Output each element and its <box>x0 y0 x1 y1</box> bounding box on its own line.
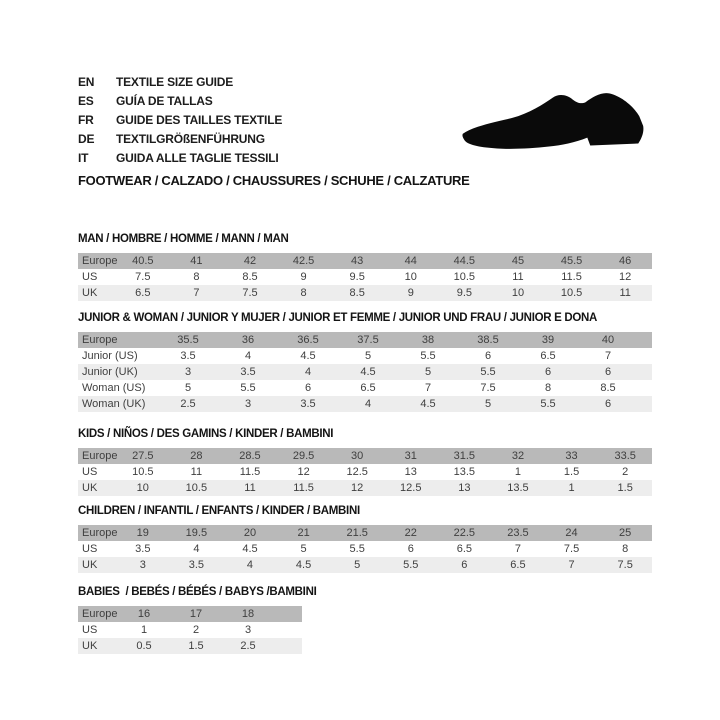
size-cell: 27.5 <box>116 448 170 464</box>
table-row <box>78 525 652 541</box>
row-label: Woman (UK) <box>78 396 158 412</box>
size-cell: 12 <box>330 480 384 496</box>
size-cell: 2.5 <box>222 638 274 654</box>
size-cell: 45.5 <box>545 253 599 269</box>
size-cell: 8 <box>622 543 629 555</box>
size-cell: 4.5 <box>300 350 316 362</box>
language-guide-title: GUIDA ALLE TAGLIE TESSILI <box>116 151 279 165</box>
language-guide-title: GUÍA DE TALLAS <box>116 94 213 108</box>
size-cell: 5 <box>458 396 518 412</box>
table-row <box>78 622 302 638</box>
size-cell: 1.5 <box>563 466 580 478</box>
size-cell: 13.5 <box>453 466 476 478</box>
size-cell: 38.5 <box>458 332 518 348</box>
table-row <box>78 380 652 396</box>
table-row <box>78 606 302 622</box>
size-cell: 42.5 <box>277 253 331 269</box>
row-label: UK <box>78 638 118 654</box>
size-cell: 1.5 <box>598 480 652 496</box>
size-cell: 9 <box>300 271 307 283</box>
size-cell: 43 <box>330 253 384 269</box>
size-cell: 10.5 <box>545 285 599 301</box>
size-cell: 10.5 <box>132 466 154 478</box>
size-cell: 20 <box>223 525 277 541</box>
size-cell: 8 <box>277 285 331 301</box>
size-cell: 7.5 <box>563 543 580 555</box>
size-tables <box>78 233 720 654</box>
size-cell: 9.5 <box>349 271 365 283</box>
size-cell: 6 <box>518 364 578 380</box>
language-guide-title: TEXTILGRÖßENFÜHRUNG <box>116 132 265 146</box>
table-row <box>78 464 652 480</box>
size-cell: 23.5 <box>491 525 545 541</box>
language-code: EN <box>78 75 95 89</box>
size-cell: 6.5 <box>116 285 170 301</box>
spacer-cell <box>638 364 652 380</box>
row-label: Junior (US) <box>82 350 138 362</box>
size-cell: 10 <box>491 285 545 301</box>
size-cell: 41 <box>170 253 224 269</box>
table-title: MAN / HOMBRE / HOMME / MANN / MAN <box>78 233 289 245</box>
table-row <box>78 638 302 654</box>
size-cell: 31 <box>384 448 438 464</box>
size-cell: 45 <box>491 253 545 269</box>
size-cell: 7.5 <box>598 557 652 573</box>
size-cell: 22.5 <box>438 525 492 541</box>
size-cell: 6.5 <box>540 350 556 362</box>
row-label: US <box>82 271 98 283</box>
size-cell: 8.5 <box>600 382 616 394</box>
table-row <box>78 541 652 557</box>
size-cell: 13 <box>404 466 417 478</box>
row-label: US <box>82 624 98 636</box>
size-cell: 3 <box>218 396 278 412</box>
size-table <box>78 253 652 301</box>
size-cell: 6.5 <box>491 557 545 573</box>
size-cell: 11 <box>598 285 652 301</box>
size-cell: 5 <box>398 364 458 380</box>
size-cell: 36 <box>218 332 278 348</box>
category-heading: FOOTWEAR / CALZADO / CHAUSSURES / SCHUHE / CALZATURE <box>78 173 470 188</box>
row-label: UK <box>78 557 116 573</box>
size-cell: 11.5 <box>277 480 331 496</box>
size-table-section <box>78 233 652 301</box>
size-cell: 12.5 <box>346 466 368 478</box>
size-cell: 21.5 <box>330 525 384 541</box>
size-cell: 1 <box>545 480 599 496</box>
row-label: US <box>82 543 98 555</box>
table-title: KIDS / NIÑOS / DES GAMINS / KINDER / BAMBINI <box>78 428 334 440</box>
size-cell: 3.5 <box>218 364 278 380</box>
row-label: Europe <box>78 525 116 541</box>
row-label: US <box>82 466 98 478</box>
size-cell: 8.5 <box>242 271 258 283</box>
size-cell: 11.5 <box>561 271 582 283</box>
language-guide-title: GUIDE DES TAILLES TEXTILE <box>116 113 283 127</box>
size-table <box>78 448 652 496</box>
size-table-section <box>78 505 652 573</box>
size-cell: 4 <box>193 543 200 555</box>
size-cell: 40.5 <box>116 253 170 269</box>
size-cell: 13 <box>438 480 492 496</box>
size-cell: 37.5 <box>338 332 398 348</box>
size-cell: 5 <box>184 382 192 394</box>
table-title: JUNIOR & WOMAN / JUNIOR Y MUJER / JUNIOR ET FEMME / JUNIOR UND FRAU / JUNIOR E DONA <box>78 312 598 324</box>
size-cell: 1 <box>140 624 148 636</box>
size-cell: 10 <box>404 271 417 283</box>
size-cell: 7 <box>424 382 432 394</box>
size-cell: 5 <box>364 350 372 362</box>
size-cell: 29.5 <box>277 448 331 464</box>
table-title: CHILDREN / INFANTIL / ENFANTS / KINDER / BAMBINI <box>78 505 360 517</box>
size-cell: 42 <box>223 253 277 269</box>
spacer-cell <box>638 332 652 348</box>
row-label: Europe <box>78 253 116 269</box>
dress-shoe-icon <box>455 84 651 158</box>
table-row <box>78 253 652 269</box>
size-cell: 35.5 <box>158 332 218 348</box>
size-cell: 4 <box>244 350 252 362</box>
size-cell: 28.5 <box>223 448 277 464</box>
size-cell: 10 <box>116 480 170 496</box>
size-cell: 8 <box>544 382 552 394</box>
size-cell: 46 <box>598 253 652 269</box>
size-cell: 31.5 <box>438 448 492 464</box>
table-row <box>78 480 652 496</box>
size-cell: 3.5 <box>170 557 224 573</box>
size-cell: 5.5 <box>518 396 578 412</box>
size-cell: 16 <box>118 606 170 622</box>
size-cell: 39 <box>518 332 578 348</box>
size-cell: 6.5 <box>360 382 376 394</box>
size-cell: 3 <box>158 364 218 380</box>
size-cell: 6.5 <box>456 543 472 555</box>
size-cell: 9 <box>384 285 438 301</box>
size-cell: 38 <box>398 332 458 348</box>
size-cell: 2.5 <box>158 396 218 412</box>
size-cell: 3.5 <box>278 396 338 412</box>
size-cell: 12.5 <box>384 480 438 496</box>
size-cell: 33.5 <box>598 448 652 464</box>
size-cell: 44 <box>384 253 438 269</box>
size-cell: 4.5 <box>242 543 258 555</box>
size-cell: 36.5 <box>278 332 338 348</box>
size-cell: 12 <box>297 466 310 478</box>
size-cell: 4 <box>338 396 398 412</box>
size-table <box>78 606 302 654</box>
size-table <box>78 332 652 412</box>
size-cell: 4.5 <box>398 396 458 412</box>
size-cell: 2 <box>622 466 629 478</box>
size-cell: 7 <box>545 557 599 573</box>
size-cell: 7 <box>514 543 522 555</box>
size-cell: 6 <box>407 543 414 555</box>
size-cell: 33 <box>545 448 599 464</box>
language-code: FR <box>78 113 94 127</box>
size-table-section <box>78 312 652 412</box>
spacer-cell <box>274 638 302 654</box>
size-cell: 5.5 <box>420 350 436 362</box>
size-cell: 7 <box>604 350 612 362</box>
size-cell: 24 <box>545 525 599 541</box>
size-cell: 1.5 <box>170 638 222 654</box>
spacer-cell <box>638 348 652 364</box>
size-table-section <box>78 428 652 496</box>
language-code: IT <box>78 151 89 165</box>
size-cell: 19 <box>116 525 170 541</box>
size-cell: 0.5 <box>118 638 170 654</box>
size-cell: 21 <box>277 525 331 541</box>
row-label: Junior (UK) <box>78 364 158 380</box>
size-cell: 6 <box>484 350 492 362</box>
size-table <box>78 525 652 573</box>
size-cell: 18 <box>222 606 274 622</box>
size-cell: 19.5 <box>170 525 224 541</box>
size-cell: 1 <box>514 466 522 478</box>
size-cell: 10.5 <box>453 271 476 283</box>
size-cell: 25 <box>598 525 652 541</box>
spacer-cell <box>274 606 302 622</box>
table-row <box>78 285 652 301</box>
spacer-cell <box>638 396 652 412</box>
size-cell: 5 <box>300 543 307 555</box>
size-cell: 9.5 <box>438 285 492 301</box>
row-label: Europe <box>78 606 118 622</box>
size-cell: 17 <box>170 606 222 622</box>
size-cell: 3.5 <box>180 350 196 362</box>
size-cell: 8 <box>193 271 200 283</box>
size-cell: 11 <box>190 466 203 478</box>
size-cell: 28 <box>170 448 224 464</box>
size-cell: 5.5 <box>349 543 365 555</box>
row-label: Europe <box>78 332 158 348</box>
size-cell: 7.5 <box>223 285 277 301</box>
table-row <box>78 332 652 348</box>
table-row <box>78 364 652 380</box>
size-cell: 30 <box>330 448 384 464</box>
size-cell: 11.5 <box>239 466 261 478</box>
size-cell: 4 <box>278 364 338 380</box>
size-cell: 32 <box>491 448 545 464</box>
size-cell: 7.5 <box>480 382 496 394</box>
table-row <box>78 348 652 364</box>
size-cell: 4.5 <box>338 364 398 380</box>
size-cell: 44.5 <box>438 253 492 269</box>
table-row <box>78 557 652 573</box>
size-cell: 6 <box>578 396 638 412</box>
size-cell: 5 <box>330 557 384 573</box>
size-cell: 5.5 <box>458 364 518 380</box>
shoe-silhouette-path <box>462 93 643 149</box>
size-cell: 5.5 <box>240 382 256 394</box>
table-title: BABIES / BEBÉS / BÉBÉS / BABYS /BAMBINI <box>78 586 317 598</box>
size-cell: 22 <box>384 525 438 541</box>
spacer-cell <box>274 622 302 638</box>
row-label: Europe <box>78 448 116 464</box>
language-code: DE <box>78 132 95 146</box>
row-label: Woman (US) <box>82 382 146 394</box>
size-cell: 6 <box>578 364 638 380</box>
size-cell: 8.5 <box>330 285 384 301</box>
language-code: ES <box>78 94 94 108</box>
row-label: UK <box>78 285 116 301</box>
size-cell: 40 <box>578 332 638 348</box>
size-cell: 13.5 <box>491 480 545 496</box>
size-cell: 5.5 <box>384 557 438 573</box>
size-table-section <box>78 586 652 654</box>
size-cell: 11 <box>223 480 277 496</box>
size-cell: 12 <box>619 271 632 283</box>
size-cell: 3 <box>116 557 170 573</box>
language-guide-title: TEXTILE SIZE GUIDE <box>116 75 234 89</box>
size-cell: 11 <box>512 271 524 283</box>
row-label: UK <box>78 480 116 496</box>
size-cell: 4 <box>223 557 277 573</box>
table-row <box>78 448 652 464</box>
size-cell: 3 <box>244 624 252 636</box>
size-cell: 3.5 <box>135 543 151 555</box>
size-cell: 6 <box>438 557 492 573</box>
size-cell: 2 <box>192 624 200 636</box>
size-cell: 7.5 <box>135 271 151 283</box>
spacer-cell <box>638 380 652 396</box>
size-cell: 7 <box>170 285 224 301</box>
size-cell: 10.5 <box>170 480 224 496</box>
size-cell: 4.5 <box>277 557 331 573</box>
table-row <box>78 269 652 285</box>
size-cell: 6 <box>304 382 312 394</box>
table-row <box>78 396 652 412</box>
